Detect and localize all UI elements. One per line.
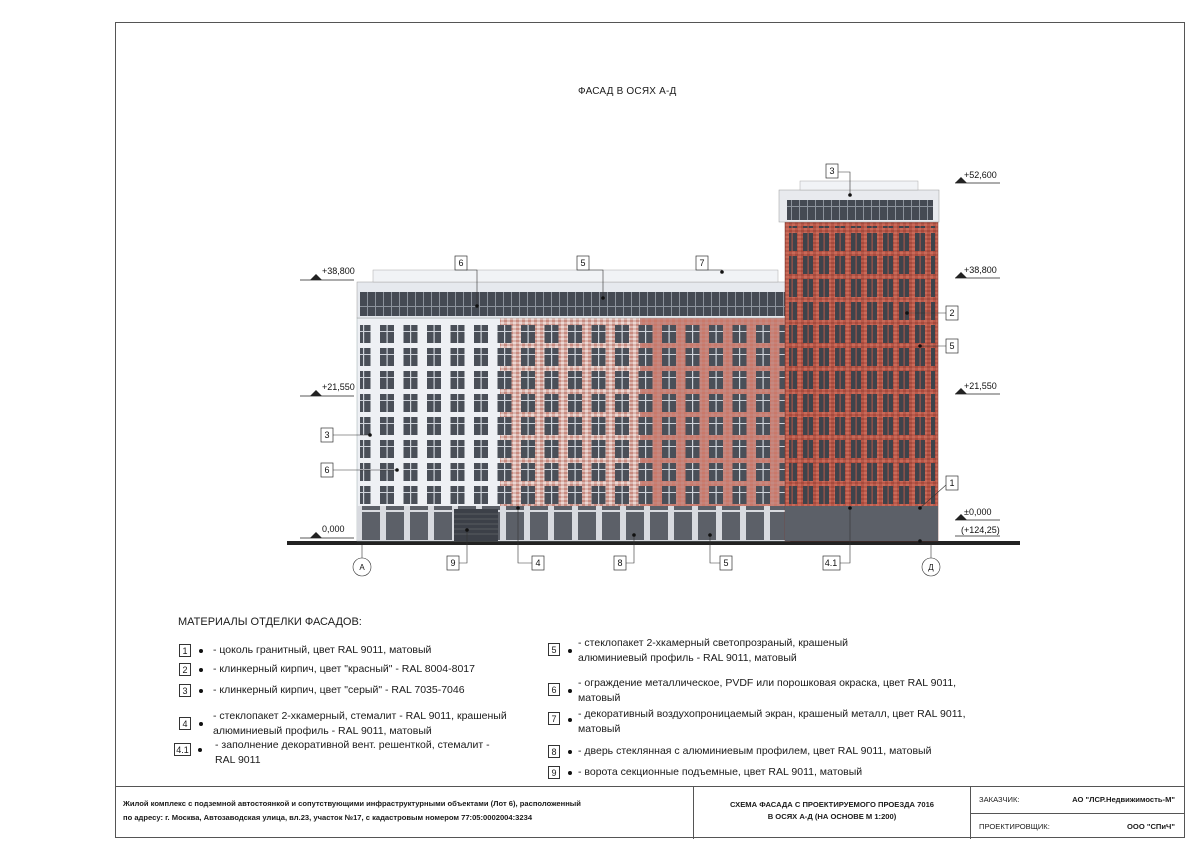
ground-line xyxy=(287,541,1020,545)
callout-bottom-4: 4 xyxy=(535,558,541,568)
callout-left-6: 6 xyxy=(324,465,330,475)
tower-ground-floor xyxy=(785,506,938,541)
tower-top-glazing xyxy=(787,200,933,220)
material-text: матовый xyxy=(578,692,621,704)
main-block-windows xyxy=(360,320,788,506)
level-52: +52,600 xyxy=(964,170,997,180)
level-38-left: +38,800 xyxy=(322,266,355,276)
material-num: 2 xyxy=(179,663,191,676)
material-num: 9 xyxy=(548,766,560,779)
material-text: RAL 9011 xyxy=(215,754,261,766)
material-num: 6 xyxy=(548,683,560,696)
callout-right-1: 1 xyxy=(949,478,955,488)
material-text: алюминиевый профиль - RAL 9011, матовый xyxy=(578,652,797,664)
axis-d: Д xyxy=(928,563,934,572)
decorative-screen xyxy=(373,270,778,282)
level-21-left: +21,550 xyxy=(322,382,355,392)
material-text: алюминиевый профиль - RAL 9011, матовый xyxy=(213,725,432,737)
level-absolute: (+124,25) xyxy=(961,525,1000,535)
material-text: - декоративный воздухопроницаемый экран, крашеный металл, цвет RAL 9011, xyxy=(578,708,966,720)
tower-windows xyxy=(789,226,935,506)
materials-title: МАТЕРИАЛЫ ОТДЕЛКИ ФАСАДОВ: xyxy=(178,616,362,628)
callout-bottom-41: 4.1 xyxy=(824,558,838,568)
top-floor-glazing xyxy=(360,292,787,316)
material-text: - заполнение декоративной вент. решенткой, стемалит - xyxy=(215,739,490,751)
level-21-right: +21,550 xyxy=(964,381,997,391)
material-num: 8 xyxy=(548,745,560,758)
project-description xyxy=(123,797,581,825)
parties-cell xyxy=(971,787,1185,839)
material-text: - дверь стеклянная с алюминиевым профилем, цвет RAL 9011, матовый xyxy=(578,745,932,757)
material-num: 7 xyxy=(548,712,560,725)
material-text: - стеклопакет 2-хкамерный, стемалит - RAL 9011, крашеный xyxy=(213,710,507,722)
tower-screen xyxy=(800,181,918,190)
material-text: - клинкерный кирпич, цвет "красный" - RAL 8004-8017 xyxy=(213,663,475,675)
material-text: - клинкерный кирпич, цвет "серый" - RAL 7035-7046 xyxy=(213,684,465,696)
facade-title: ФАСАД В ОСЯХ А-Д xyxy=(578,86,677,97)
callout-bottom-9: 9 xyxy=(450,558,456,568)
designer-value: ООО "СПиЧ" xyxy=(1127,822,1175,831)
material-text: - цоколь гранитный, цвет RAL 9011, матовый xyxy=(213,644,432,656)
project-line: Жилой комплекс с подземной автостоянкой и сопутствующими инфраструктурными объектами (Лот 6), расположенный xyxy=(123,799,581,808)
title-block xyxy=(115,786,1185,839)
callout-top-6: 6 xyxy=(458,258,464,268)
sheet-title: СХЕМА ФАСАДА С ПРОЕКТИРУЕМОГО ПРОЕЗДА 7016 xyxy=(729,800,935,809)
material-num: 5 xyxy=(548,643,560,656)
material-num: 4.1 xyxy=(174,743,191,756)
callout-right-2: 2 xyxy=(949,308,955,318)
ground-floor xyxy=(357,506,790,541)
callout-bottom-5: 5 xyxy=(723,558,729,568)
callout-top-3: 3 xyxy=(829,166,835,176)
material-text: - ворота секционные подъемные, цвет RAL 9011, матовый xyxy=(578,766,863,778)
material-num: 3 xyxy=(179,684,191,697)
designer-label: ПРОЕКТИРОВЩИК: xyxy=(979,822,1050,831)
axis-a: А xyxy=(359,563,365,572)
level-38-right: +38,800 xyxy=(964,265,997,275)
callout-left-3: 3 xyxy=(324,430,330,440)
level-0-right: ±0,000 xyxy=(964,507,992,517)
material-text: - стеклопакет 2-хкамерный светопрозраный, крашеный xyxy=(578,637,848,649)
sheet-title-cell xyxy=(693,787,971,839)
material-num: 4 xyxy=(179,717,191,730)
callout-top-5: 5 xyxy=(580,258,586,268)
project-line: по адресу: г. Москва, Автозаводская улица, вл.23, участок №17, с кадастровым номером 77:05:0002004:3234 xyxy=(123,813,533,822)
client-value: АО "ЛСР.Недвижимость-М" xyxy=(1072,795,1175,804)
material-text: матовый xyxy=(578,723,621,735)
material-text: - ограждение металлическое, PVDF или порошковая окраска, цвет RAL 9011, xyxy=(578,677,957,689)
callout-bottom-8: 8 xyxy=(617,558,623,568)
material-num: 1 xyxy=(179,644,191,657)
sheet-subtitle: В ОСЯХ А-Д (НА ОСНОВЕ М 1:200) xyxy=(767,812,897,821)
callout-top-7: 7 xyxy=(699,258,705,268)
callout-right-5: 5 xyxy=(949,341,955,351)
level-0-left: 0,000 xyxy=(322,524,345,534)
client-label: ЗАКАЗЧИК: xyxy=(979,795,1020,804)
